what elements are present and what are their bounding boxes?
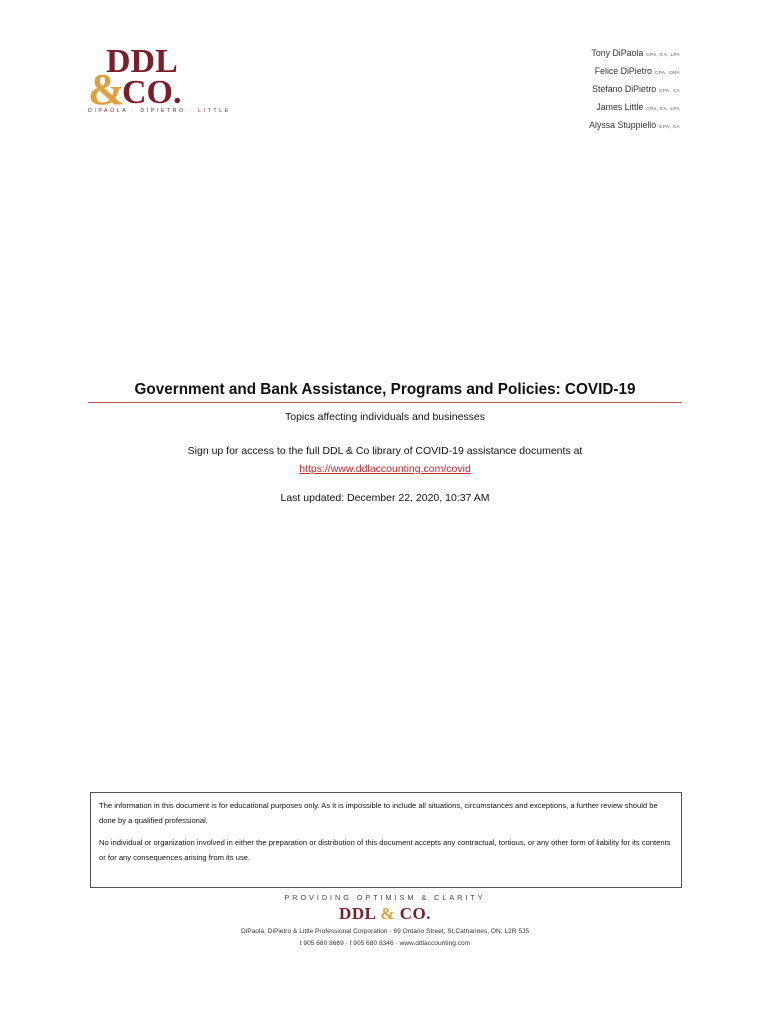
- company-logo: [88, 42, 231, 120]
- title-divider: [88, 402, 682, 403]
- disclaimer-paragraph: The information in this document is for educational purposes only. As it is impossible to include all situations, circumstances and exceptions, a further review should be done by a qualified professional.: [99, 801, 658, 825]
- document-subtitle: Topics affecting individuals and businesses: [284, 411, 485, 423]
- partner-item: [589, 45, 680, 63]
- logo-subtitle: DIPAOLA · DIPIETRO · LITTLE: [88, 108, 231, 114]
- partner-credentials: CPA, CA: [659, 124, 680, 129]
- footer-contact: t 905 680 8669 · f 905 680 8346 · www.ddlaccounting.com: [299, 940, 471, 947]
- partner-credentials: CPA, CA, LPA: [646, 106, 680, 111]
- partner-item: [589, 63, 680, 81]
- footer-logo-ampersand: &: [380, 904, 395, 923]
- footer-logo-left: DDL: [339, 904, 376, 923]
- disclaimer-paragraph: No individual or organization involved in either the preparation or distribution of this document accepts any contractual, tortious, or any other form of liability for its contents or for any consequences arising from its use.: [99, 838, 671, 862]
- ddl-logo-mark: [88, 42, 203, 108]
- footer-tagline: PROVIDING OPTIMISM & CLARITY: [284, 893, 486, 902]
- covid-library-link[interactable]: https://www.ddlaccounting.com/covid: [299, 463, 471, 475]
- logo-line2: CO.: [122, 74, 182, 108]
- partner-item: [589, 81, 680, 99]
- partner-name: Stefano DiPietro: [592, 84, 657, 94]
- partner-name: Tony DiPaola: [591, 48, 644, 58]
- logo-line1: DDL: [106, 43, 178, 80]
- logo-ampersand: &: [88, 65, 125, 108]
- partner-credentials: CPA, CA: [659, 88, 680, 93]
- footer-logo: [0, 904, 770, 924]
- partners-list: [589, 45, 680, 135]
- footer-address: DiPaola, DiPietro & Little Professional Corporation · 69 Ontario Street, St.Catharines, ON. L2R 5J5: [240, 928, 530, 935]
- partner-item: [589, 117, 680, 135]
- partner-name: Alyssa Stuppiello: [589, 120, 657, 130]
- document-title: Government and Bank Assistance, Programs and Policies: COVID-19: [134, 381, 636, 398]
- partner-credentials: CPA, CA, LPA: [646, 52, 680, 57]
- partner-name: James Little: [596, 102, 644, 112]
- last-updated: Last updated: December 22, 2020, 10:37 AM: [280, 492, 490, 504]
- partner-item: [589, 99, 680, 117]
- signup-block: [88, 442, 682, 478]
- signup-text: Sign up for access to the full DDL & Co library of COVID-19 assistance documents at: [187, 445, 583, 457]
- disclaimer-box: [90, 792, 682, 888]
- footer-logo-right: CO.: [399, 904, 431, 923]
- partner-name: Felice DiPietro: [594, 66, 652, 76]
- partner-credentials: CPA, CMA: [654, 70, 680, 75]
